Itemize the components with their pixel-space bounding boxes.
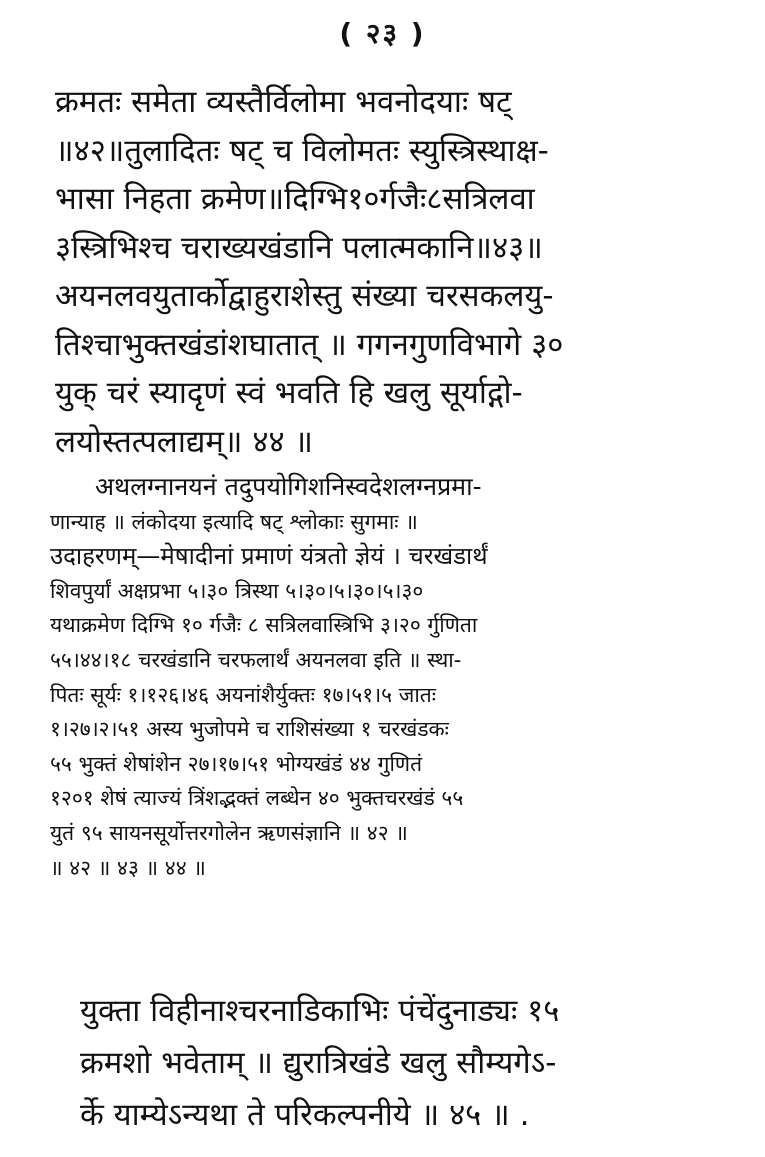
commentary-line: पितः सूर्यः १।१२६।४६ अयनांशैर्युक्तः १७।५१।५ जातः: [50, 682, 437, 707]
verse-line: क्रमशो भवेताम् ॥ द्युरात्रिखंडे खलु सौम्यगेऽ-: [80, 1045, 557, 1081]
commentary-line: शिवपुर्यां अक्षप्रभा ५।३० त्रिस्था ५।३०।५।३०।५।३०: [50, 578, 424, 603]
commentary-line: ५५ भुक्तं शेषांशेन २७।१७।५१ भोग्यखंडं ४४ गुणितं: [50, 751, 423, 776]
commentary-line: १२०१ शेषं त्याज्यं त्रिंशद्भक्तं लब्धेन ४० भुक्तचरखंडं ५५: [50, 786, 464, 811]
commentary-line: अथलग्नानयनं तदुपयोगिशनिस्वदेशलग्नप्रमा-: [95, 472, 482, 501]
verse-line: र्के याम्येऽन्यथा ते परिकल्पनीये ॥ ४५ ॥ .: [80, 1097, 530, 1133]
commentary-line: उदाहरणम्—मेषादीनां प्रमाणं यंत्रतो ज्ञेयं । चरखंडार्थं: [50, 542, 488, 571]
verse-line: युक्ता विहीनाश्चरनाडिकाभिः पंचेंदुनाड्यः १५: [80, 993, 560, 1029]
commentary-line: ॥ ४२ ॥ ४३ ॥ ४४ ॥: [50, 855, 206, 880]
verse-line: भासा निहता क्रमेण॥दिग्भि१०र्गजैः८सत्रिलवा: [55, 181, 535, 217]
verse-line: तिश्चाभुक्तखंडांशघातात् ॥ गगनगुणविभागे ३०: [55, 326, 564, 363]
verse-line: ॥४२॥तुलादितः षट् च विलोमतः स्युस्त्रिस्थाक्ष-: [55, 132, 549, 169]
verse-block-45: [80, 985, 730, 1141]
commentary-block: [50, 470, 730, 885]
commentary-line: १।२७।२।५१ अस्य भुजोपमे च राशिसंख्या १ चरखंडकः: [50, 717, 449, 742]
verse-line: क्रमतः समेता व्यस्तैर्विलोमा भवनोदयाः षट्: [55, 84, 512, 120]
commentary-line: युतं ९५ सायनसूर्योत्तरगोलेन ऋणसंज्ञानि ॥ ४२ ॥: [50, 820, 408, 845]
commentary-line: यथाक्रमेण दिग्भि १० र्गजैः ८ सत्रिलवास्त्रिभि ३।२० र्गुणिता: [50, 613, 478, 638]
verse-line: युक् चरं स्यादृणं स्वं भवति हि खलु सूर्याद्गो-: [55, 375, 523, 411]
verse-block-42-44: [55, 78, 725, 466]
verse-line: ३स्त्रिभिश्च चराख्यखंडानि पलात्मकानि॥४३॥: [55, 229, 543, 266]
verse-line: लयोस्तत्पलाद्यम्॥ ४४ ॥: [55, 423, 314, 460]
commentary-line: णान्याह ॥ लंकोदया इत्यादि षट् श्लोकाः सुगमाः ॥: [50, 509, 418, 534]
page-number: ( २३ ): [339, 17, 426, 50]
verse-line: अयनलवयुतार्कोद्वाहुराशेस्तु संख्या चरसकलयु-: [55, 278, 554, 314]
commentary-line: ५५।४४।१८ चरखंडानि चरफलार्थं अयनलवा इति ॥ स्था-: [50, 647, 462, 672]
